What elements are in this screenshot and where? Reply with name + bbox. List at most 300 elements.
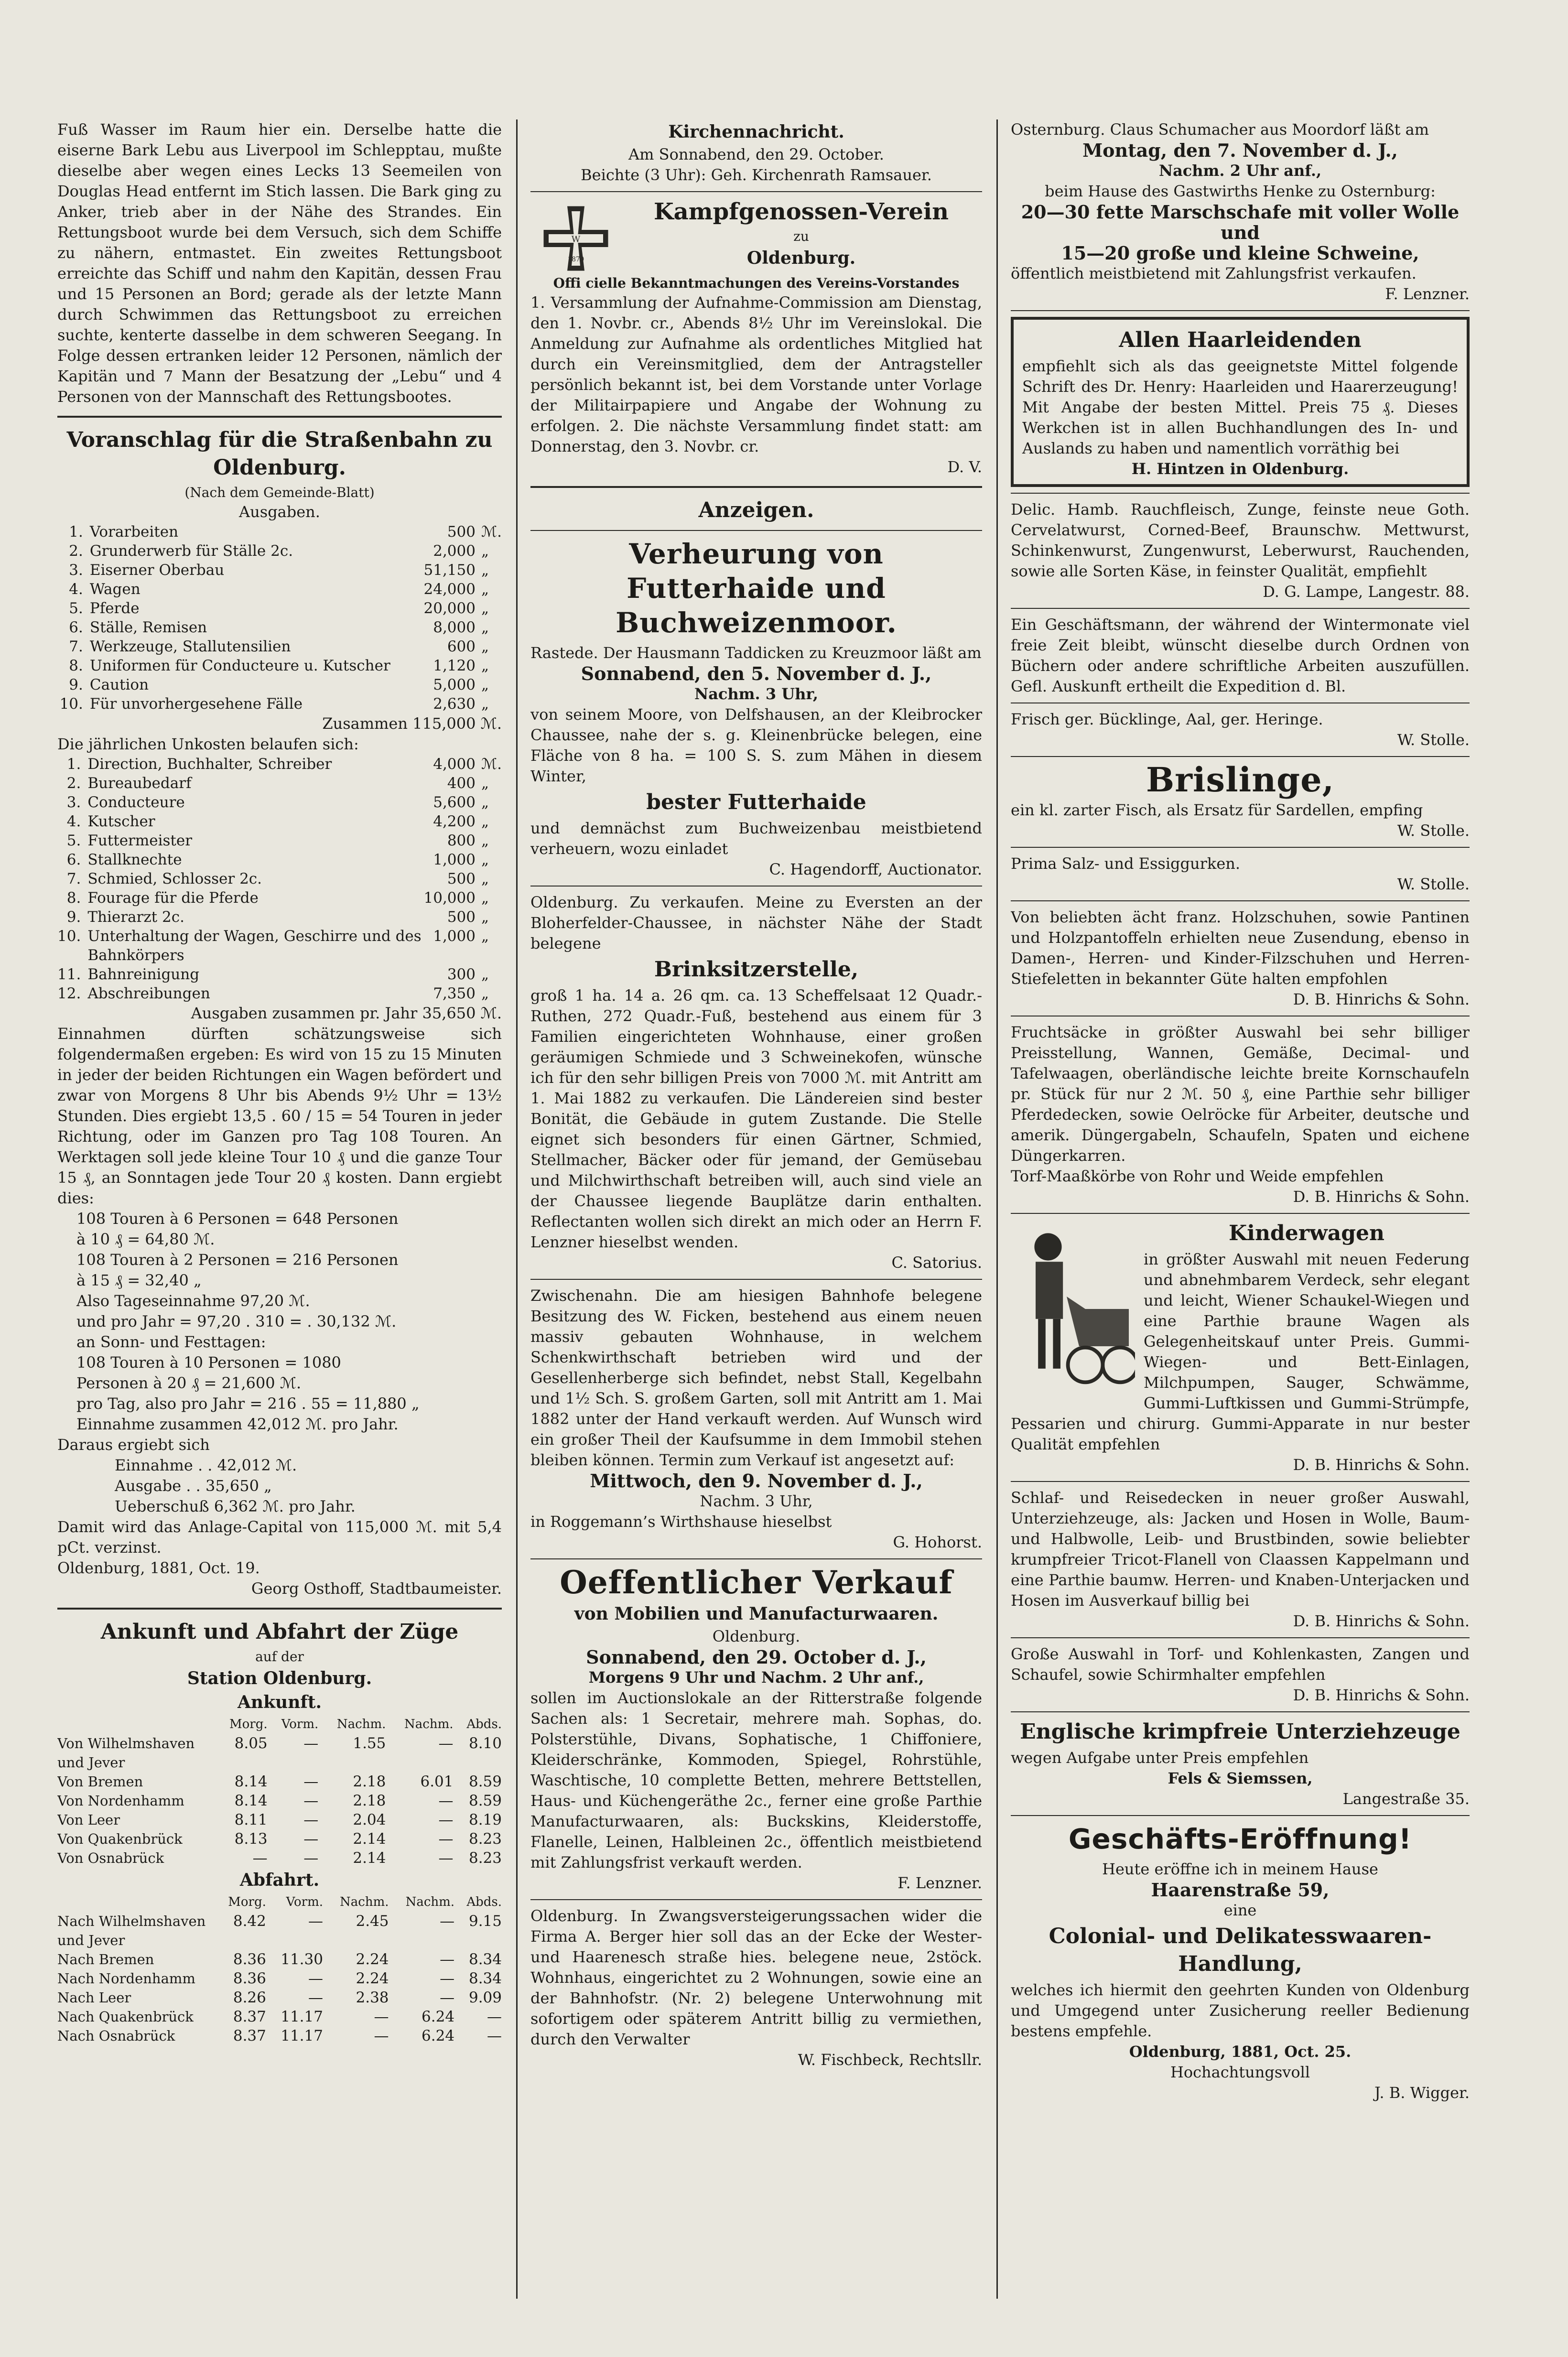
item-value: 600 — [447, 638, 476, 655]
calculation-line: à 10 ₰ = 64,80 ℳ. — [76, 1230, 215, 1248]
table-row — [57, 637, 502, 656]
ad-buecklinge-text: Frisch ger. Bücklinge, Aal, ger. Heringe. — [1011, 710, 1323, 728]
table-row — [57, 541, 502, 561]
table-row — [57, 675, 502, 694]
item-label: Kutscher — [87, 813, 155, 830]
station-name: Von Leer — [57, 1812, 120, 1828]
train-time: — — [303, 1792, 319, 1809]
divider — [530, 191, 982, 192]
column-rule-1 — [516, 119, 518, 2299]
train-time: 6.24 — [422, 2008, 455, 2025]
train-time: 8.34 — [468, 1970, 502, 1987]
item-unit: „ — [481, 813, 489, 830]
ad-futterhaide-text2: von seinem Moore, von Delfshausen, an der Kleibrocker Chaussee, nahe der s. g. Kleinenbrücke belegen, eine Fläche von 8 ha. = 100 S. S. zum Mähen in diesem Winter, — [530, 705, 982, 785]
iron-cross-icon — [540, 203, 612, 274]
ad-haarleiden-signature: H. Hintzen in Oldenburg. — [1131, 460, 1349, 478]
item-number: 8. — [66, 889, 81, 907]
train-time: 8.59 — [468, 1773, 502, 1790]
item-unit: „ — [481, 889, 489, 907]
ad-brislinge-text: ein kl. zarter Fisch, als Ersatz für Sardellen, empfing — [1011, 801, 1423, 819]
ad-unterziehzeuge-text: wegen Aufgabe unter Preis empfehlen — [1011, 1749, 1309, 1767]
item-number: 7. — [69, 638, 83, 655]
divider — [530, 486, 982, 488]
table-row — [57, 869, 502, 888]
station-name: Nach Quakenbrück — [57, 2009, 194, 2025]
ad-verkauf-title: Oeffentlicher Verkauf — [560, 1564, 953, 1601]
item-number: 6. — [69, 619, 83, 636]
item-value: 2,630 — [433, 695, 476, 713]
ad-zwischenahn-place: in Roggemann’s Wirthshause hieselbst — [530, 1513, 832, 1531]
table-row — [57, 965, 502, 984]
divider — [1011, 1481, 1470, 1482]
trains-sub1: auf der — [255, 1649, 304, 1665]
station-name: Nach Nordenhamm — [57, 1970, 195, 1987]
ad-verkauf-time: Morgens 9 Uhr und Nachm. 2 Uhr anf., — [588, 1668, 924, 1687]
train-time: 8.11 — [234, 1811, 268, 1828]
income-text: Einnahmen dürften schätzungsweise sich folgendermaßen ergeben: Es wird von 15 zu 15 Minuten in jeder der beiden Richtungen ein Wagen befördert und zwar von Morgens 8 Uhr bis Abends 9½ Uhr = 13½ Stunden. Dies ergiebt 13,5 . 60 / 15 = 54 Touren in jeder Richtung, oder im Ganzen pro Tag 108 Touren. An Werktagen soll jede kleine Tour 10 ₰ und die ganze Tour 15 ₰, an Sonntagen jede Tour 20 ₰ kosten. Dann ergiebt dies: — [57, 1025, 502, 1207]
svg-text:W: W — [571, 234, 581, 245]
item-unit: „ — [481, 794, 489, 811]
item-number: 2. — [66, 775, 81, 792]
divider — [1011, 493, 1470, 494]
item-number: 4. — [69, 581, 83, 598]
ad-geschaeftsmann-text: Ein Geschäftsmann, der während der Wintermonate viel freie Zeit bleibt, wünscht dieselbe durch Ordnen von Büchern oder andere schriftliche Arbeiten auszufüllen. Gefl. Auskunft ertheilt die Expedition d. Bl. — [1011, 616, 1470, 695]
ad-zwischenahn-text: Zwischenahn. Die am hiesigen Bahnhofe belegene Besitzung des W. Ficken, bestehend aus einem neuen massiv gebauten Wohnhause, in welchem Schenkwirthschaft betrieben wird und der Gesellenherberge sich befindet, nebst Stall, Kegelbahn und 1½ Sch. S. großem Garten, soll mit Antritt am 1. Mai 1882 unter der Hand verkauft werden. Auf Wunsch wird ein großer Theil der Kaufsumme in dem Immobil stehen bleiben können. Termin zum Verkauf ist angesetzt auf: — [530, 1287, 982, 1469]
item-number: 1. — [69, 523, 83, 541]
ad-eroeffnung-greeting: Hochachtungsvoll — [1170, 2063, 1310, 2081]
calculation-lines — [57, 1209, 502, 1435]
item-unit: „ — [481, 775, 489, 792]
train-time: 2.38 — [356, 1989, 389, 2006]
time-col-header: Abds. — [466, 1717, 502, 1731]
train-time: — — [374, 2027, 389, 2044]
time-col-header: Vorm. — [286, 1895, 323, 1909]
budget-signature: Georg Osthoff, Stadtbaumeister. — [251, 1579, 502, 1598]
train-time: 9.15 — [468, 1913, 502, 1930]
item-unit: „ — [481, 562, 489, 579]
train-time: 8.26 — [233, 1989, 266, 2006]
train-time: — — [252, 1849, 268, 1867]
table-row — [57, 793, 502, 812]
table-row — [57, 850, 502, 869]
train-time: — — [438, 1811, 454, 1828]
calculation-line: Personen à 20 ₰ = 21,600 ℳ. — [76, 1374, 302, 1392]
train-time: 1.55 — [353, 1735, 386, 1752]
item-label: Stallknechte — [87, 851, 182, 868]
calculation-line: und pro Jahr = 97,20 . 310 = . 30,132 ℳ. — [76, 1312, 397, 1330]
train-time: 2.18 — [353, 1792, 386, 1809]
table-row — [57, 888, 502, 908]
train-time: 11.17 — [281, 2027, 323, 2044]
ad-haarleiden-box — [1011, 317, 1470, 487]
ad-eroeffnung-text: Heute eröffne ich in meinem Hause — [1102, 1860, 1378, 1878]
train-time: — — [440, 1989, 455, 2006]
table-row — [57, 927, 502, 965]
arrival-heading: Ankunft. — [237, 1692, 322, 1712]
ad-futterhaide-signature: C. Hagendorff, Auctionator. — [769, 860, 982, 878]
item-value: 500 — [447, 870, 476, 887]
ad-fruchtsaecke-text: Fruchtsäcke in größter Auswahl bei sehr billiger Preisstellung, Wannen, Gemäße, Decimal- und Tafelwaagen, oberländische leichte breite Kornschaufeln pr. Stück für nur 2 ℳ. 50 ₰, eine Parthie sehr billiger Pferdedecken, sowie Oelröcke für Arbeiter, deutsche und amerik. Düngergabeln, Schaufeln, Spaten und eichene Düngerkarren. — [1011, 1023, 1470, 1165]
item-number: 7. — [66, 870, 81, 887]
train-time: — — [374, 2008, 389, 2025]
table-row — [57, 1950, 502, 1969]
item-value: 20,000 — [423, 600, 476, 617]
ad-eroeffnung-big: Colonial- und Delikatesswaaren-Handlung, — [1049, 1924, 1432, 1976]
table-row — [57, 618, 502, 637]
church-line-1: Am Sonnabend, den 29. October. — [628, 145, 884, 163]
result-line: Einnahme . . 42,012 ℳ. — [115, 1456, 297, 1474]
train-time: 8.13 — [234, 1830, 268, 1848]
ad-berger-signature: W. Fischbeck, Rechtsllr. — [798, 2051, 982, 2069]
item-label: Direction, Buchhalter, Schreiber — [87, 756, 332, 773]
ad-eroeffnung-title: Geschäfts-Eröffnung! — [1068, 1823, 1412, 1855]
item-unit: „ — [481, 870, 489, 887]
divider — [1011, 1711, 1470, 1712]
item-unit: „ — [481, 581, 489, 598]
column-2 — [530, 119, 982, 2299]
item-label: Bahnreinigung — [87, 966, 200, 983]
divider — [1011, 310, 1470, 311]
ad-kohlenkasten-signature: D. B. Hinrichs & Sohn. — [1293, 1686, 1470, 1704]
ad-osternburg-signature: F. Lenzner. — [1385, 285, 1470, 303]
item-value: 500 — [447, 908, 476, 926]
item-unit: „ — [481, 985, 489, 1002]
item-value: 51,150 — [423, 562, 476, 579]
calculation-line: 108 Touren à 10 Personen = 1080 — [76, 1353, 341, 1372]
time-col-header: Morg. — [228, 1895, 266, 1909]
item-number: 6. — [66, 851, 81, 868]
train-time: — — [308, 1989, 323, 2006]
item-label: Werkzeuge, Stallutensilien — [89, 638, 291, 655]
train-time: — — [308, 1970, 323, 1987]
ad-torfkoerbe-text: Torf-Maaßkörbe von Rohr und Weide empfehlen — [1011, 1167, 1384, 1185]
budget-source: (Nach dem Gemeinde-Blatt) — [184, 485, 375, 500]
item-value: 1,000 — [433, 851, 476, 868]
table-row — [57, 599, 502, 618]
calculation-line: pro Tag, also pro Jahr = 216 . 55 = 11,880 „ — [76, 1395, 420, 1413]
station-name: Nach Bremen — [57, 1951, 154, 1968]
ad-holzschuhe-signature: D. B. Hinrichs & Sohn. — [1293, 990, 1470, 1008]
table-row — [57, 561, 502, 580]
item-unit: „ — [481, 851, 489, 868]
svg-text:1870: 1870 — [567, 256, 584, 263]
station-name: Nach Osnabrück — [57, 2028, 175, 2044]
train-time: 8.37 — [233, 2027, 266, 2044]
item-unit: „ — [481, 619, 489, 636]
ad-eroeffnung-text3: welches ich hiermit den geehrten Kunden von Oldenburg und Umgegend unter Zusicherung reeller Bedienung bestens empfehle. — [1011, 1981, 1470, 2040]
item-value: 24,000 — [423, 581, 476, 598]
table-row — [57, 694, 502, 714]
item-unit: ℳ. — [481, 756, 502, 773]
ad-futterhaide-big: bester Futterhaide — [646, 790, 866, 814]
church-line-2: Beichte (3 Uhr): Geh. Kirchenrath Ramsauer. — [581, 166, 932, 184]
train-time: 8.19 — [468, 1811, 502, 1828]
item-value: 10,000 — [423, 889, 476, 907]
station-col-header — [57, 1892, 215, 1912]
train-time: 8.34 — [468, 1951, 502, 1968]
ad-lampe-signature: D. G. Lampe, Langestr. 88. — [1263, 583, 1470, 601]
station-name: Von Quakenbrück — [57, 1831, 183, 1847]
train-time: 8.37 — [233, 2008, 266, 2025]
ad-osternburg-text: Osternburg. Claus Schumacher aus Moordorf läßt am — [1011, 120, 1429, 139]
train-time: — — [438, 1849, 454, 1867]
ad-eroeffnung-signature: J. B. Wigger. — [1374, 2084, 1470, 2102]
train-time: — — [438, 1830, 454, 1848]
ad-verkauf-signature: F. Lenzner. — [898, 1874, 982, 1892]
departure-heading: Abfahrt. — [239, 1870, 320, 1890]
result-line: Daraus ergiebt sich — [57, 1436, 210, 1454]
result-lines — [57, 1435, 502, 1558]
ad-unterziehzeuge-signature: Fels & Siemssen, — [1168, 1769, 1313, 1787]
ad-verkauf-text: sollen im Auctionslokale an der Ritterstraße folgende Sachen als: 1 Secretair, mehrere mah. Sophas, do. Polsterstühle, Divans, Sophatische, 1 Chiffoniere, Kleiderschränke, Kommoden, Spiegel, Rohrstühle, Waschtische, 10 complette Betten, mehrere Bettstellen, Haus- und Küchengeräthe 2c., ferner eine große Parthie Manufacturwaaren, als: Buckskins, Kleiderstoffe, Flanelle, Leinen, Halbleinen 2c., öffentlich meistbietend mit Zahlungsfrist verkauft werden. — [530, 1689, 982, 1871]
train-time: 8.23 — [468, 1830, 502, 1848]
table-row — [57, 755, 502, 774]
table-row — [57, 1988, 502, 2007]
budget-title: Voranschlag für die Straßenbahn zu Oldenburg. — [66, 428, 493, 480]
item-number: 1. — [66, 756, 81, 773]
station-name: Nach Leer — [57, 1989, 131, 2006]
ad-decken-text: Schlaf- und Reisedecken in neuer großer Auswahl, Unterziehzeuge, als: Jacken und Hosen in Wolle, Baum- und Halbwolle, Leib- und Brustbinden, sowie beliebter krumpfreier Tricot-Flanell von Claassen Kappelmann und eine Parthie baumw. Herren- und Knaben-Unterjacken und Hosen im Ausverkauf billig bei — [1011, 1489, 1470, 1610]
divider — [1011, 1637, 1470, 1638]
train-time: 2.14 — [353, 1830, 386, 1848]
item-number: 9. — [66, 908, 81, 926]
ad-kinderwagen-signature: D. B. Hinrichs & Sohn. — [1293, 1456, 1470, 1474]
train-time: 8.59 — [468, 1792, 502, 1809]
ad-brislinge-signature: W. Stolle. — [1397, 822, 1470, 840]
item-number: 8. — [69, 657, 83, 674]
item-value: 1,120 — [433, 657, 476, 674]
table-row — [57, 1772, 502, 1791]
ad-eroeffnung-text2: eine — [1223, 1901, 1257, 1919]
train-time: — — [303, 1830, 319, 1848]
ad-brinksitzer-text2: groß 1 ha. 14 a. 26 qm. ca. 13 Scheffelsaat 12 Quadr.-Ruthen, 272 Quadr.-Fuß, bestehend aus einem für 3 Familien eingerichteten Wohnhause, einer großen geräumigen Schmiede und 3 Schweinekofen, wünsche ich für den sehr billigen Preis von 7000 ℳ. mit Antritt am 1. Mai 1882 zu verkaufen. Die Ländereien sind bester Bonität, die Gebäude in gutem Zustande. Die Stelle eignet sich besonders für einen Gärtner, Schmied, Stellmacher, Bäcker oder für jemand, der Gemüsebau und Milchwirthschaft betreiben will, auch sind viele an der Chaussee liegende Bauplätze darin enthalten. Reflectanten wollen sich direkt an mich oder an Herrn F. Lenzner hieselbst wenden. — [530, 986, 982, 1251]
annual-costs-table — [57, 755, 502, 1003]
item-number: 12. — [57, 985, 81, 1002]
divider — [530, 886, 982, 887]
ad-gurken-signature: W. Stolle. — [1397, 875, 1470, 893]
divider — [530, 1558, 982, 1559]
item-value: 8,000 — [433, 619, 476, 636]
item-value: 400 — [447, 775, 476, 792]
ad-lampe-text: Delic. Hamb. Rauchfleisch, Zunge, feinste neue Goth. Cervelatwurst, Corned-Beef, Braunschw. Mettwurst, Schinkenwurst, Zungenwurst, Leberwurst, Rauchenden, sowie alle Sorten Käse, in feinster Qualität, empfiehlt — [1011, 500, 1470, 580]
item-label: Ställe, Remisen — [89, 619, 207, 636]
train-time: — — [438, 1792, 454, 1809]
item-unit: „ — [481, 928, 489, 945]
item-number: 9. — [69, 676, 83, 693]
item-label: Vorarbeiten — [89, 523, 179, 541]
table-row — [57, 2026, 502, 2045]
time-col-header: Morg. — [229, 1717, 268, 1731]
divider — [530, 1899, 982, 1900]
table-row — [57, 1829, 502, 1849]
train-time: 2.04 — [353, 1811, 386, 1828]
ad-osternburg-time: Nachm. 2 Uhr anf., — [1158, 162, 1322, 180]
ad-brinksitzer-signature: C. Satorius. — [891, 1254, 982, 1272]
item-number: 10. — [57, 928, 81, 945]
item-label: Pferde — [89, 600, 140, 617]
divider — [1011, 1213, 1470, 1214]
item-label: Grunderwerb für Ställe 2c. — [89, 542, 293, 560]
ad-kohlenkasten-text: Große Auswahl in Torf- und Kohlenkasten, Zangen und Schaufel, sowie Schirmhalter empfehlen — [1011, 1645, 1470, 1684]
item-value: 4,000 — [433, 756, 476, 773]
item-unit: „ — [481, 908, 489, 926]
ad-haarleiden-text: empfiehlt sich als das geeignetste Mittel folgende Schrift des Dr. Henry: Haarleiden und Haarerzeugung! Mit Angabe der besten Mittel. Preis 75 ₰. Dieses Werkchen ist in allen Buchhandlungen des In- und Auslands zu haben und namentlich vorräthig bei — [1022, 357, 1458, 457]
divider — [530, 530, 982, 531]
table-row — [57, 812, 502, 831]
column-rule-2 — [996, 119, 998, 2299]
ad-verkauf-city: Oldenburg. — [712, 1627, 800, 1645]
table-row — [57, 580, 502, 599]
column-1 — [57, 119, 502, 2299]
budget-date: Oldenburg, 1881, Oct. 19. — [57, 1559, 260, 1577]
item-value: 800 — [447, 832, 476, 849]
item-label: Schmied, Schlosser 2c. — [87, 870, 262, 887]
table-row — [57, 1912, 502, 1950]
expenses-total: Zusammen 115,000 ℳ. — [322, 714, 502, 733]
ad-buecklinge-signature: W. Stolle. — [1397, 731, 1470, 749]
item-label: Caution — [89, 676, 149, 693]
trains-title: Ankunft und Abfahrt der Züge — [100, 1620, 459, 1644]
item-label: Wagen — [89, 581, 141, 598]
divider — [1011, 847, 1470, 848]
item-number: 5. — [66, 832, 81, 849]
expenses-table — [57, 522, 502, 714]
item-number: 11. — [57, 966, 81, 983]
train-time: 2.24 — [356, 1970, 389, 1987]
train-time: 8.14 — [234, 1773, 268, 1790]
table-row — [57, 984, 502, 1003]
column-3 — [1011, 119, 1470, 2299]
ad-osternburg-date: Montag, den 7. November d. J., — [1082, 140, 1398, 161]
item-label: Bureaubedarf — [87, 775, 192, 792]
item-number: 10. — [59, 695, 83, 713]
train-time: — — [303, 1735, 319, 1752]
ad-osternburg-big2: 15—20 große und kleine Schweine, — [1061, 242, 1419, 264]
item-label: Thierarzt 2c. — [87, 908, 184, 926]
train-time: — — [440, 1951, 455, 1968]
ad-haarleiden-title: Allen Haarleidenden — [1119, 328, 1362, 352]
train-time: 2.24 — [356, 1951, 389, 1968]
calculation-line: 108 Touren à 6 Personen = 648 Personen — [76, 1210, 399, 1228]
item-unit: „ — [481, 695, 489, 713]
item-number: 3. — [66, 794, 81, 811]
item-unit: „ — [481, 966, 489, 983]
ad-brislinge-title: Brislinge, — [1146, 760, 1334, 800]
item-label: Fourage für die Pferde — [87, 889, 259, 907]
time-col-header: Vorm. — [281, 1717, 319, 1731]
table-row — [57, 1969, 502, 1988]
item-number: 4. — [66, 813, 81, 830]
anzeigen-heading: Anzeigen. — [698, 498, 814, 522]
item-value: 7,350 — [433, 985, 476, 1002]
item-label: Abschreibungen — [87, 985, 210, 1002]
item-unit: „ — [481, 676, 489, 693]
ad-holzschuhe-text: Von beliebten ächt franz. Holzschuhen, sowie Pantinen und Holzpantoffeln erhielten neue Zusendung, ebenso in Damen-, Herren- und Kinder-Filzschuhen und Herren-Stiefeletten in bekannter Güte halten empfohlen — [1011, 908, 1470, 988]
item-number: 5. — [69, 600, 83, 617]
ad-eroeffnung-address: Haarenstraße 59, — [1151, 1879, 1330, 1901]
table-row — [57, 1849, 502, 1868]
ad-futterhaide-text3: und demnächst zum Buchweizenbau meistbietend verheuern, wozu einladet — [530, 819, 982, 858]
item-value: 500 — [447, 523, 476, 541]
time-col-header: Nachm. — [340, 1895, 389, 1909]
train-time: — — [487, 2027, 502, 2044]
divider — [1011, 756, 1470, 757]
ad-decken-signature: D. B. Hinrichs & Sohn. — [1293, 1612, 1470, 1630]
train-time: 2.14 — [353, 1849, 386, 1867]
item-label: Conducteure — [87, 794, 185, 811]
ad-osternburg-big1: 20—30 fette Marschschafe mit voller Wolle und — [1021, 201, 1460, 243]
item-label: Eiserner Oberbau — [89, 562, 225, 579]
divider — [1011, 608, 1470, 609]
table-row — [57, 774, 502, 793]
trains-station: Station Oldenburg. — [187, 1668, 372, 1688]
annual-heading: Die jährlichen Unkosten belaufen sich: — [57, 735, 359, 753]
calculation-line: Einnahme zusammen 42,012 ℳ. pro Jahr. — [76, 1415, 399, 1433]
train-time: — — [440, 1913, 455, 1930]
train-time: 8.36 — [233, 1970, 266, 1987]
train-time: 8.42 — [233, 1913, 266, 1930]
station-name: Von Osnabrück — [57, 1850, 164, 1866]
train-time: — — [303, 1773, 319, 1790]
ad-unterziehzeuge-title: Englische krimpfreie Unterziehzeuge — [1020, 1719, 1460, 1744]
train-time: 6.24 — [422, 2027, 455, 2044]
ad-futterhaide-date: Sonnabend, den 5. November d. J., — [581, 663, 932, 684]
train-time: 8.23 — [468, 1849, 502, 1867]
verein-text: 1. Versammlung der Aufnahme-Commission am Dienstag, den 1. Novbr. cr., Abends 8½ Uhr im Vereinslokal. Die Anmeldung zur Aufnahme als ordentliches Mitglied hat durch ein Vereinsmitglied, dem der Antragsteller persönlich bekannt ist, bei dem Vorstande unter Vorlage der Militairpapiere und Angabe der Wohnung zu erfolgen. 2. Die nächste Versammlung findet statt: am Donnerstag, den 3. Novbr. cr. — [530, 293, 982, 455]
item-unit: „ — [481, 657, 489, 674]
item-number: 2. — [69, 542, 83, 560]
shipwreck-report: Fuß Wasser im Raum hier ein. Derselbe hatte die eiserne Bark Lebu aus Liverpool im Schlepptau, mußte dieselbe aber wegen eines Lecks 13 Seemeilen von Douglas Head entfernt im Stich lassen. Die Bark ging zu Anker, trieb aber in der Nähe des Strandes. Ein Rettungsboot wurde bei dem Versuch, sich dem Schiffe zu nähern, entmastet. Ein zweites Rettungsboot erreichte das Schiff und nahm den Kapitän, dessen Frau und 15 Personen an Bord; gerade als der letzte Mann durch Schwimmen das Rettungsboot zu erreichen suchte, kenterte dasselbe in dem schweren Seegang. In Folge dessen ertranken leider 12 Personen, nämlich der Kapitän und 7 Mann der Besatzung der „Lebu“ und 4 Personen von der Mannschaft des Rettungsbootes. — [57, 120, 502, 406]
item-value: 2,000 — [433, 542, 476, 560]
ad-zwischenahn-time: Nachm. 3 Uhr, — [700, 1492, 813, 1510]
item-unit: „ — [481, 832, 489, 849]
calculation-line: an Sonn- und Festtagen: — [76, 1333, 266, 1351]
table-row — [57, 831, 502, 850]
train-time: — — [303, 1849, 319, 1867]
ad-verkauf-date: Sonnabend, den 29. October d. J., — [586, 1646, 927, 1668]
result-line: Ueberschuß 6,362 ℳ. pro Jahr. — [115, 1497, 356, 1515]
verein-city: Oldenburg. — [746, 248, 856, 268]
ad-futterhaide-title: Verheurung von Futterhaide und Buchweizenmoor. — [616, 538, 897, 639]
station-col-header — [57, 1715, 215, 1734]
item-unit: „ — [481, 600, 489, 617]
ad-zwischenahn-date: Mittwoch, den 9. November d. J., — [590, 1470, 923, 1492]
divider — [1011, 1815, 1470, 1816]
train-time: 8.10 — [468, 1735, 502, 1752]
divider — [57, 1608, 502, 1610]
ad-zwischenahn-signature: G. Hohorst. — [893, 1533, 982, 1551]
ad-gurken-text: Prima Salz- und Essiggurken. — [1011, 854, 1241, 873]
verein-title: Kampfgenossen-Verein — [653, 198, 949, 225]
verein-signature: D. V. — [947, 458, 982, 476]
departures-table — [57, 1892, 502, 2045]
calculation-line: 108 Touren à 2 Personen = 216 Personen — [76, 1251, 399, 1269]
ad-kinderwagen-text: in größter Auswahl mit neuen Federung und abnehmbarem Verdeck, sehr elegant und leicht, Wiener Schaukel-Wiegen und eine Parthie braune Wagen als Gelegenheitskauf unter Preis. Gummi-Wiegen- und Bett-Einlagen, Milchpumpen, Sauger, Schwämme, Gummi-Luftkissen und Gummi-Strümpfe, Pessarien und chirurg. Gummi-Apparate in nur bester Qualität empfehlen — [1011, 1250, 1470, 1453]
station-name: Von Nordenhamm — [57, 1793, 184, 1809]
table-row — [57, 2007, 502, 2026]
ad-torfkoerbe-signature: D. B. Hinrichs & Sohn. — [1293, 1188, 1470, 1206]
item-label: Unterhaltung der Wagen, Geschirre und des Bahnkörpers — [87, 928, 422, 964]
train-time: 8.14 — [234, 1792, 268, 1809]
train-time: — — [440, 1970, 455, 1987]
table-row — [57, 1810, 502, 1829]
item-unit: „ — [481, 638, 489, 655]
time-col-header: Nachm. — [405, 1895, 455, 1909]
table-row — [57, 522, 502, 541]
divider — [57, 416, 502, 418]
ad-unterziehzeuge-address: Langestraße 35. — [1342, 1790, 1470, 1808]
train-time: 8.36 — [233, 1951, 266, 1968]
